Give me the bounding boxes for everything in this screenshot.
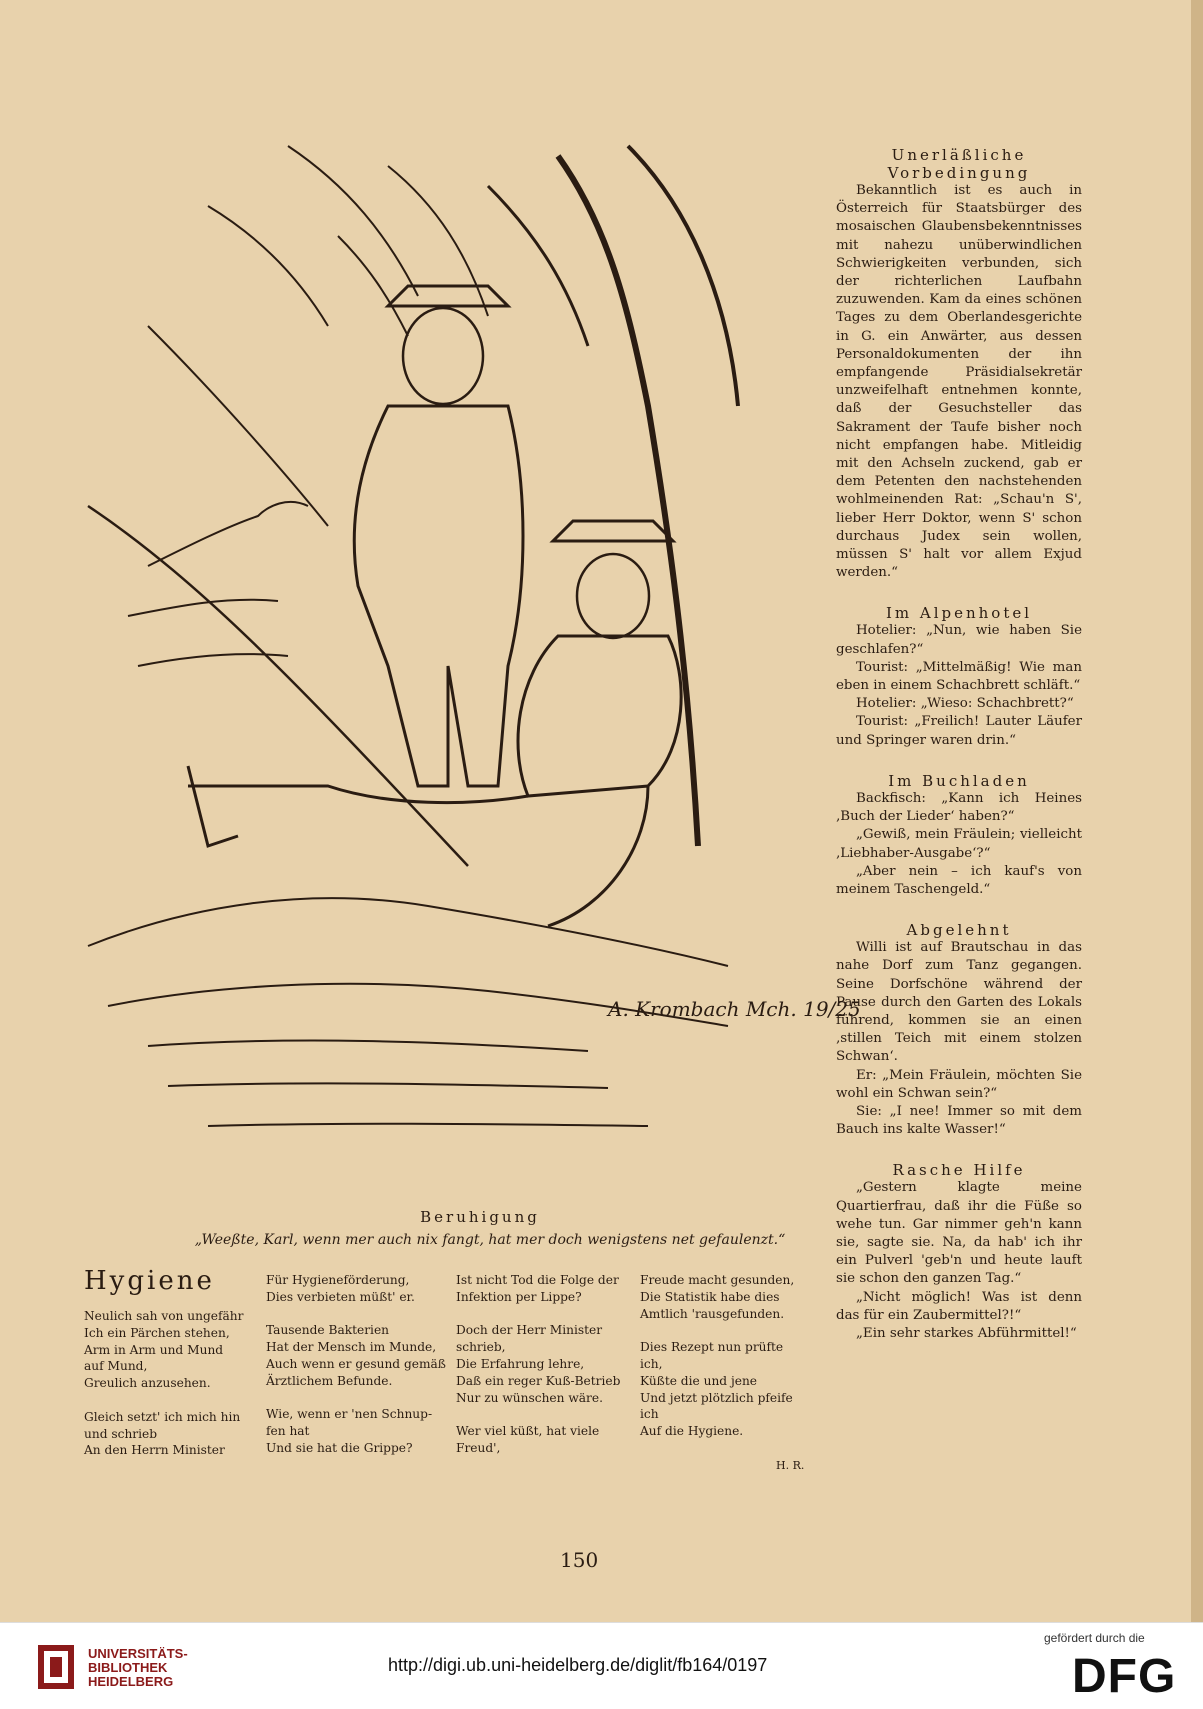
poem-column-1 [84,1308,243,1459]
scan-edge [1191,0,1203,1622]
dfg-logo[interactable]: DFG [1072,1650,1177,1703]
section-heading: Rasche Hilfe [892,1161,1026,1180]
section-heading: Im Buchladen [888,771,1030,790]
poem-column-3 [456,1272,620,1457]
section-paragraph: „Gewiß, mein Fräulein; vielleicht ‚Liebhaber-Ausgabe‘?“ [836,827,1082,861]
section-paragraph: Willi ist auf Brautschau in das nahe Dorf zum Tanz gegangen. Seine Dorfschöne während der Pause durch den Garten des Lokals führend, kommen sie an einen ‚stillen Teich mit einem stolzen Schwan‘. [836,940,1082,1065]
poem-line: Wie, wenn er 'nen Schnup- [266,1407,433,1422]
poem-line: Infektion per Lippe? [456,1289,582,1304]
section-paragraph: Bekanntlich ist es auch in Österreich für Staatsbürger des mosaischen Glaubensbekenntnisses mit nahezu unüberwindlichen Schwierigkeiten verbunden, sich der richterlichen Laufbahn zuzuwenden. Kam da eines schönen Tages zu dem Oberlandesgerichte in G. ein Anwärter, aus dessen Personaldokumenten der ihn empfangende Präsidialsekretär unzweifelhaft entnehmen konnte, daß der Gesuchsteller das Sakrament der Taufe bisher noch nicht empfangen habe. Mitleidig mit den Achseln zuckend, gab er dem Petenten den nachstehenden wohlmeinenden Rat: „Schau'n S', lieber Herr Doktor, wenn S' schon durchaus Judex sein wollen, müssen S' halt vor allem Exjud werden.“ [836,183,1082,581]
poem-line: Amtlich 'rausgefunden. [640,1306,785,1321]
poem-line: Für Hygieneförderung, [266,1273,410,1287]
library-name-line: UNIVERSITÄTS- [88,1646,188,1661]
poem-line: auf Mund, [84,1359,148,1374]
poem-line: Nur zu wünschen wäre. [456,1390,603,1405]
poem-title: Hygiene [84,1266,215,1296]
poem-line: ich [640,1407,659,1422]
section-paragraph: Sie: „I nee! Immer so mit dem Bauch ins kalte Wasser!“ [836,1103,1082,1138]
poem-line: und schrieb [84,1426,158,1441]
poem-line: Die Statistik habe dies [640,1289,780,1304]
poem-line [84,1392,243,1409]
poem-line: Wer viel küßt, hat viele [456,1424,600,1439]
poem-line: Tausende Bakterien [266,1323,390,1338]
section-paragraph: Hotelier: „Wieso: Schachbrett?“ [856,696,1074,712]
poem-line: Und sie hat die Grippe? [266,1440,413,1455]
artist-signature: A. Krombach Mch. 19/25 [608,997,861,1021]
poem-column-4 [640,1272,794,1440]
section-heading: Im Alpenhotel [885,604,1033,623]
right-column-content [836,146,1082,1343]
poem-line: Greulich anzusehen. [84,1376,211,1391]
section-paragraph: Hotelier: „Nun, wie haben Sie geschlafen?“ [836,623,1082,657]
permalink-url[interactable]: http://digi.ub.uni-heidelberg.de/diglit/fb164/0197 [388,1655,768,1675]
section-paragraph: „Gestern klagte meine Quartierfrau, daß ihr die Füße so wehe tun. Gar nimmer geh'n kann sie, sagte sie. Na, da hab' ich ihr ein Pulverl 'geb'n und heute lauft sie schon den ganzen Tag.“ [836,1180,1082,1287]
poem-line: Und jetzt plötzlich pfeife [640,1390,793,1405]
funding-label: gefördert durch die [1044,1631,1145,1645]
library-name-line: HEIDELBERG [88,1674,174,1689]
poem-line: An den Herrn Minister [84,1443,225,1458]
section-paragraph: „Ein sehr starkes Abführmittel!“ [856,1325,1077,1341]
section-paragraph: „Aber nein – ich kauf's von meinem Taschengeld.“ [836,863,1082,897]
section-heading: Unerläßliche Vorbedingung [887,146,1031,182]
poem-line: Ärztlichem Befunde. [266,1373,393,1388]
section-paragraph: Backfisch: „Kann ich Heines ‚Buch der Lieder‘ haben?“ [836,790,1082,825]
section-paragraph: „Nicht möglich! Was ist denn das für ein Zaubermittel?!“ [836,1289,1082,1323]
poem-line: schrieb, [456,1340,506,1355]
poem-line: Hat der Mensch im Munde, [266,1340,437,1355]
poem-line: fen hat [266,1424,310,1439]
poem-line: Freude macht gesunden, [640,1273,795,1287]
poem-line: Die Erfahrung lehre, [456,1356,585,1371]
poem-line: Freud', [456,1440,501,1455]
fishermen-illustration [88,146,861,1164]
section-paragraph: Tourist: „Freilich! Lauter Läufer und Springer waren drin.“ [836,714,1082,748]
poem-line: Dies Rezept nun prüfte [640,1340,784,1355]
section-paragraph: Er: „Mein Fräulein, möchten Sie wohl ein Schwan sein?“ [836,1067,1082,1101]
poem-line [266,1390,446,1407]
poem-line: Gleich setzt' ich mich hin [84,1409,241,1424]
poem-line: Ist nicht Tod die Folge der [456,1273,619,1287]
poem-initials: H. R. [776,1459,805,1472]
poem-line: Küßte die und jene [640,1373,758,1388]
university-seal-icon [36,1643,76,1691]
library-logo-text[interactable] [88,1647,188,1689]
page-number: 150 [560,1548,599,1572]
poem-line: Auf die Hygiene. [640,1424,744,1439]
poem-line: Arm in Arm und Mund [84,1342,224,1357]
library-name-line: BIBLIOTHEK [88,1660,168,1675]
poem-line: Dies verbieten müßt' er. [266,1289,415,1304]
poem-line [456,1406,620,1423]
footer-bar [0,1622,1203,1709]
section-paragraph: Tourist: „Mittelmäßig! Wie man eben in einem Schachbrett schläft.“ [836,659,1082,694]
poem-line [456,1306,620,1323]
right-column [836,146,1082,1343]
poem-line: Ich ein Pärchen stehen, [84,1325,230,1340]
poem-line: Daß ein reger Kuß-Betrieb [456,1373,621,1388]
poem-line: Doch der Herr Minister [456,1323,603,1338]
caption-title: Beruhigung [420,1208,540,1226]
caption-text: „Weeßte, Karl, wenn mer auch nix fangt, hat mer doch wenigstens net gefaulenzt.“ [194,1232,786,1248]
poem-line: ich, [640,1356,663,1371]
poem-line [640,1322,794,1339]
poem-line: Neulich sah von ungefähr [84,1309,244,1323]
poem-column-2 [266,1272,446,1457]
section-heading: Abgelehnt [906,921,1012,940]
poem-line [266,1306,446,1323]
poem-line: Auch wenn er gesund gemäß [266,1356,446,1371]
